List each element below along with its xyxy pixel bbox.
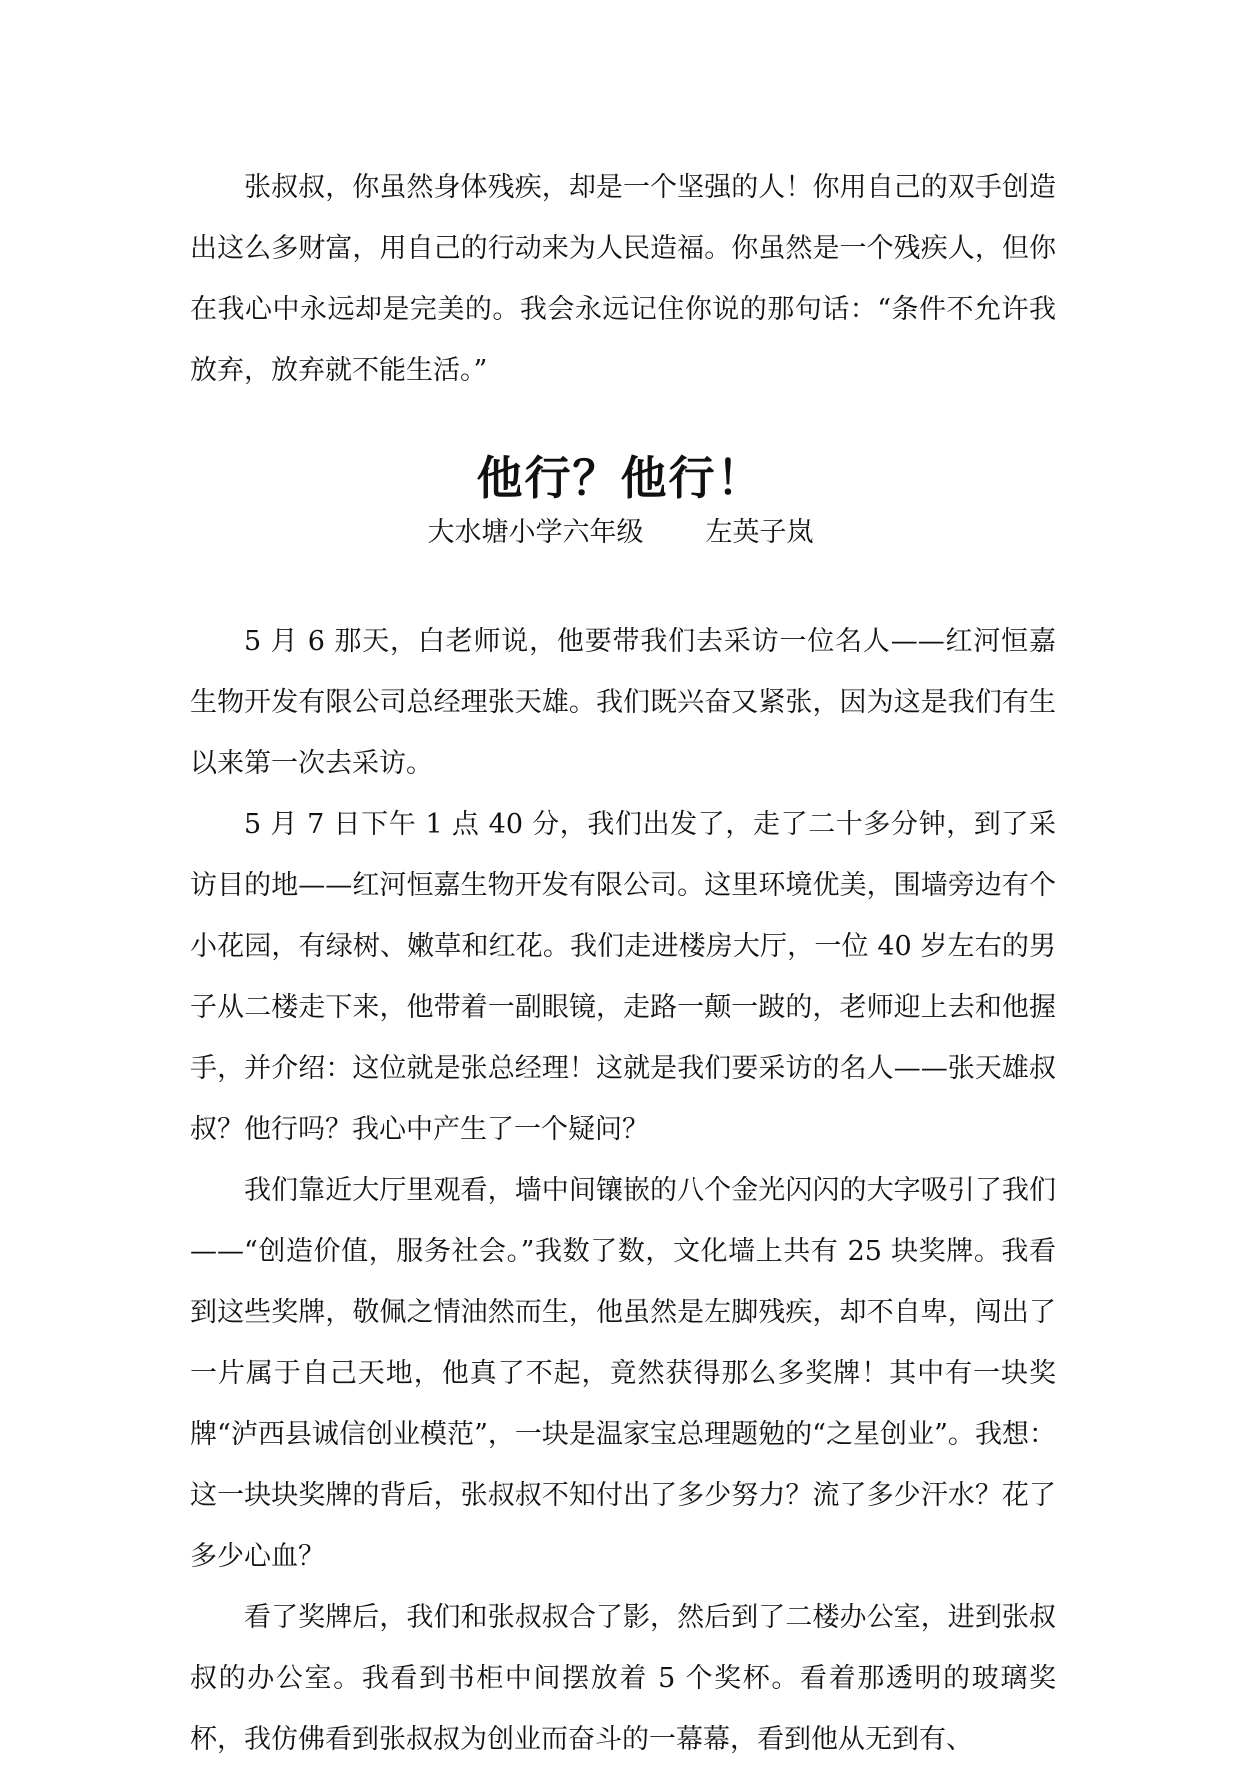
article-title: 他行？他行！ — [476, 451, 765, 505]
article-paragraph: 5 月 6 那天，白老师说，他要带我们去采访一位名人——红河恒嘉生物开发有限公司总经理张天雄。我们既兴奋又紧张，因为这是我们有生以来第一次去采访。 — [190, 626, 1056, 779]
author-name: 左英子岚 — [705, 517, 814, 548]
article-paragraph: 我们靠近大厅里观看，墙中间镶嵌的八个金光闪闪的大字吸引了我们——“创造价值，服务社会。”我数了数，文化墙上共有 25 块奖牌。我看到这些奖牌，敬佩之情油然而生，他虽然是左脚残疾，却不自卑，闯出了一片属于自己天地，他真了不起，竟然获得那么多奖牌！其中有一块奖牌“泸西县诚信创业模范”，一块是温家宝总理题勉的“之星创业”。我想：这一块块奖牌的背后，张叔叔不知付出了多少努力？流了多少汗水？花了多少心血？ — [190, 1175, 1056, 1572]
school-name: 大水塘小学六年级 — [427, 517, 644, 548]
article-body — [190, 611, 1056, 1770]
article-paragraph: 5 月 7 日下午 1 点 40 分，我们出发了，走了二十多分钟，到了采访目的地——红河恒嘉生物开发有限公司。这里环境优美，围墙旁边有个小花园，有绿树、嫩草和红花。我们走进楼房大厅，一位 40 岁左右的男子从二楼走下来，他带着一副眼镜，走路一颠一跛的，老师迎上去和他握手，并介绍：这位就是张总经理！这就是我们要采访的名人——张天雄叔叔？他行吗？我心中产生了一个疑问？ — [190, 809, 1056, 1145]
intro-section — [190, 157, 1056, 401]
intro-paragraph: 张叔叔，你虽然身体残疾，却是一个坚强的人！你用自己的双手创造出这么多财富，用自己的行动来为人民造福。你虽然是一个残疾人，但你在我心中永远却是完美的。我会永远记住你说的那句话：“条件不允许我放弃，放弃就不能生活。” — [190, 172, 1056, 386]
article-byline — [0, 513, 1241, 553]
article-paragraph: 看了奖牌后，我们和张叔叔合了影，然后到了二楼办公室，进到张叔叔的办公室。我看到书柜中间摆放着 5 个奖杯。看着那透明的玻璃奖杯，我仿佛看到张叔叔为创业而奋斗的一幕幕，看到他从无到有、 — [190, 1602, 1056, 1755]
